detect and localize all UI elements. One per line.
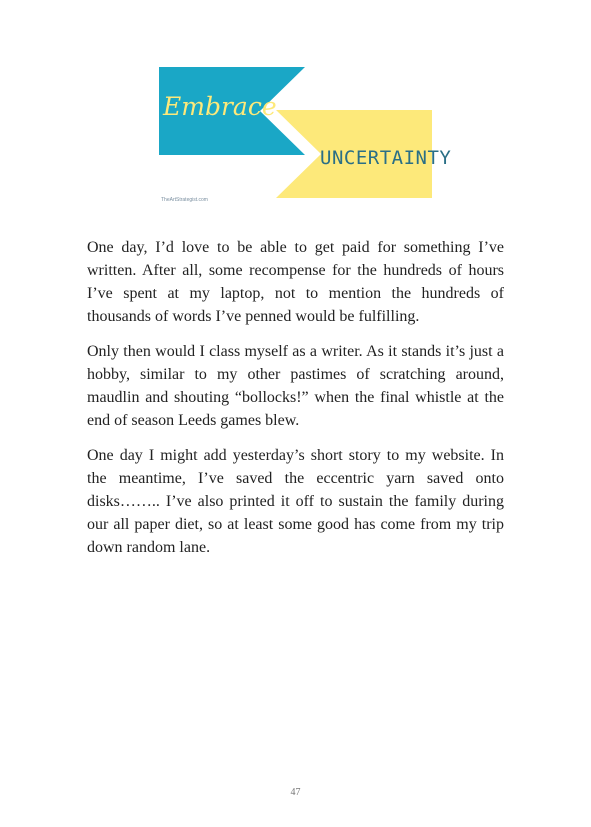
paragraph-1: One day, I’d love to be able to get paid for something I’ve written. After all, some recompense for the hundreds of hours I’ve spent at my laptop, not to mention the hundreds of thousands of words I’ve penned would be fulfilling. — [87, 239, 504, 325]
paragraph-3: One day I might add yesterday’s short story to my website. In the meantime, I’ve saved the eccentric yarn saved onto disks…….. I’ve also printed it off to sustain the family during our all paper diet, so at least some good has come from my trip down random lane. — [87, 447, 504, 556]
banner-credit: TheArtStrategist.com — [161, 197, 208, 203]
banner-word-uncertainty: UNCERTAINTY — [320, 147, 452, 169]
body-text — [87, 236, 504, 571]
banner-graphic — [159, 67, 452, 203]
embrace-uncertainty-banner — [159, 67, 452, 203]
page-number: 47 — [290, 787, 301, 798]
banner-word-embrace: Embrace — [163, 92, 277, 121]
paragraph-2: Only then would I class myself as a writer. As it stands it’s just a hobby, similar to my other pastimes of scratching around, maudlin and shouting “bollocks!” when the final whistle at the end of season Leeds games blew. — [87, 343, 504, 429]
